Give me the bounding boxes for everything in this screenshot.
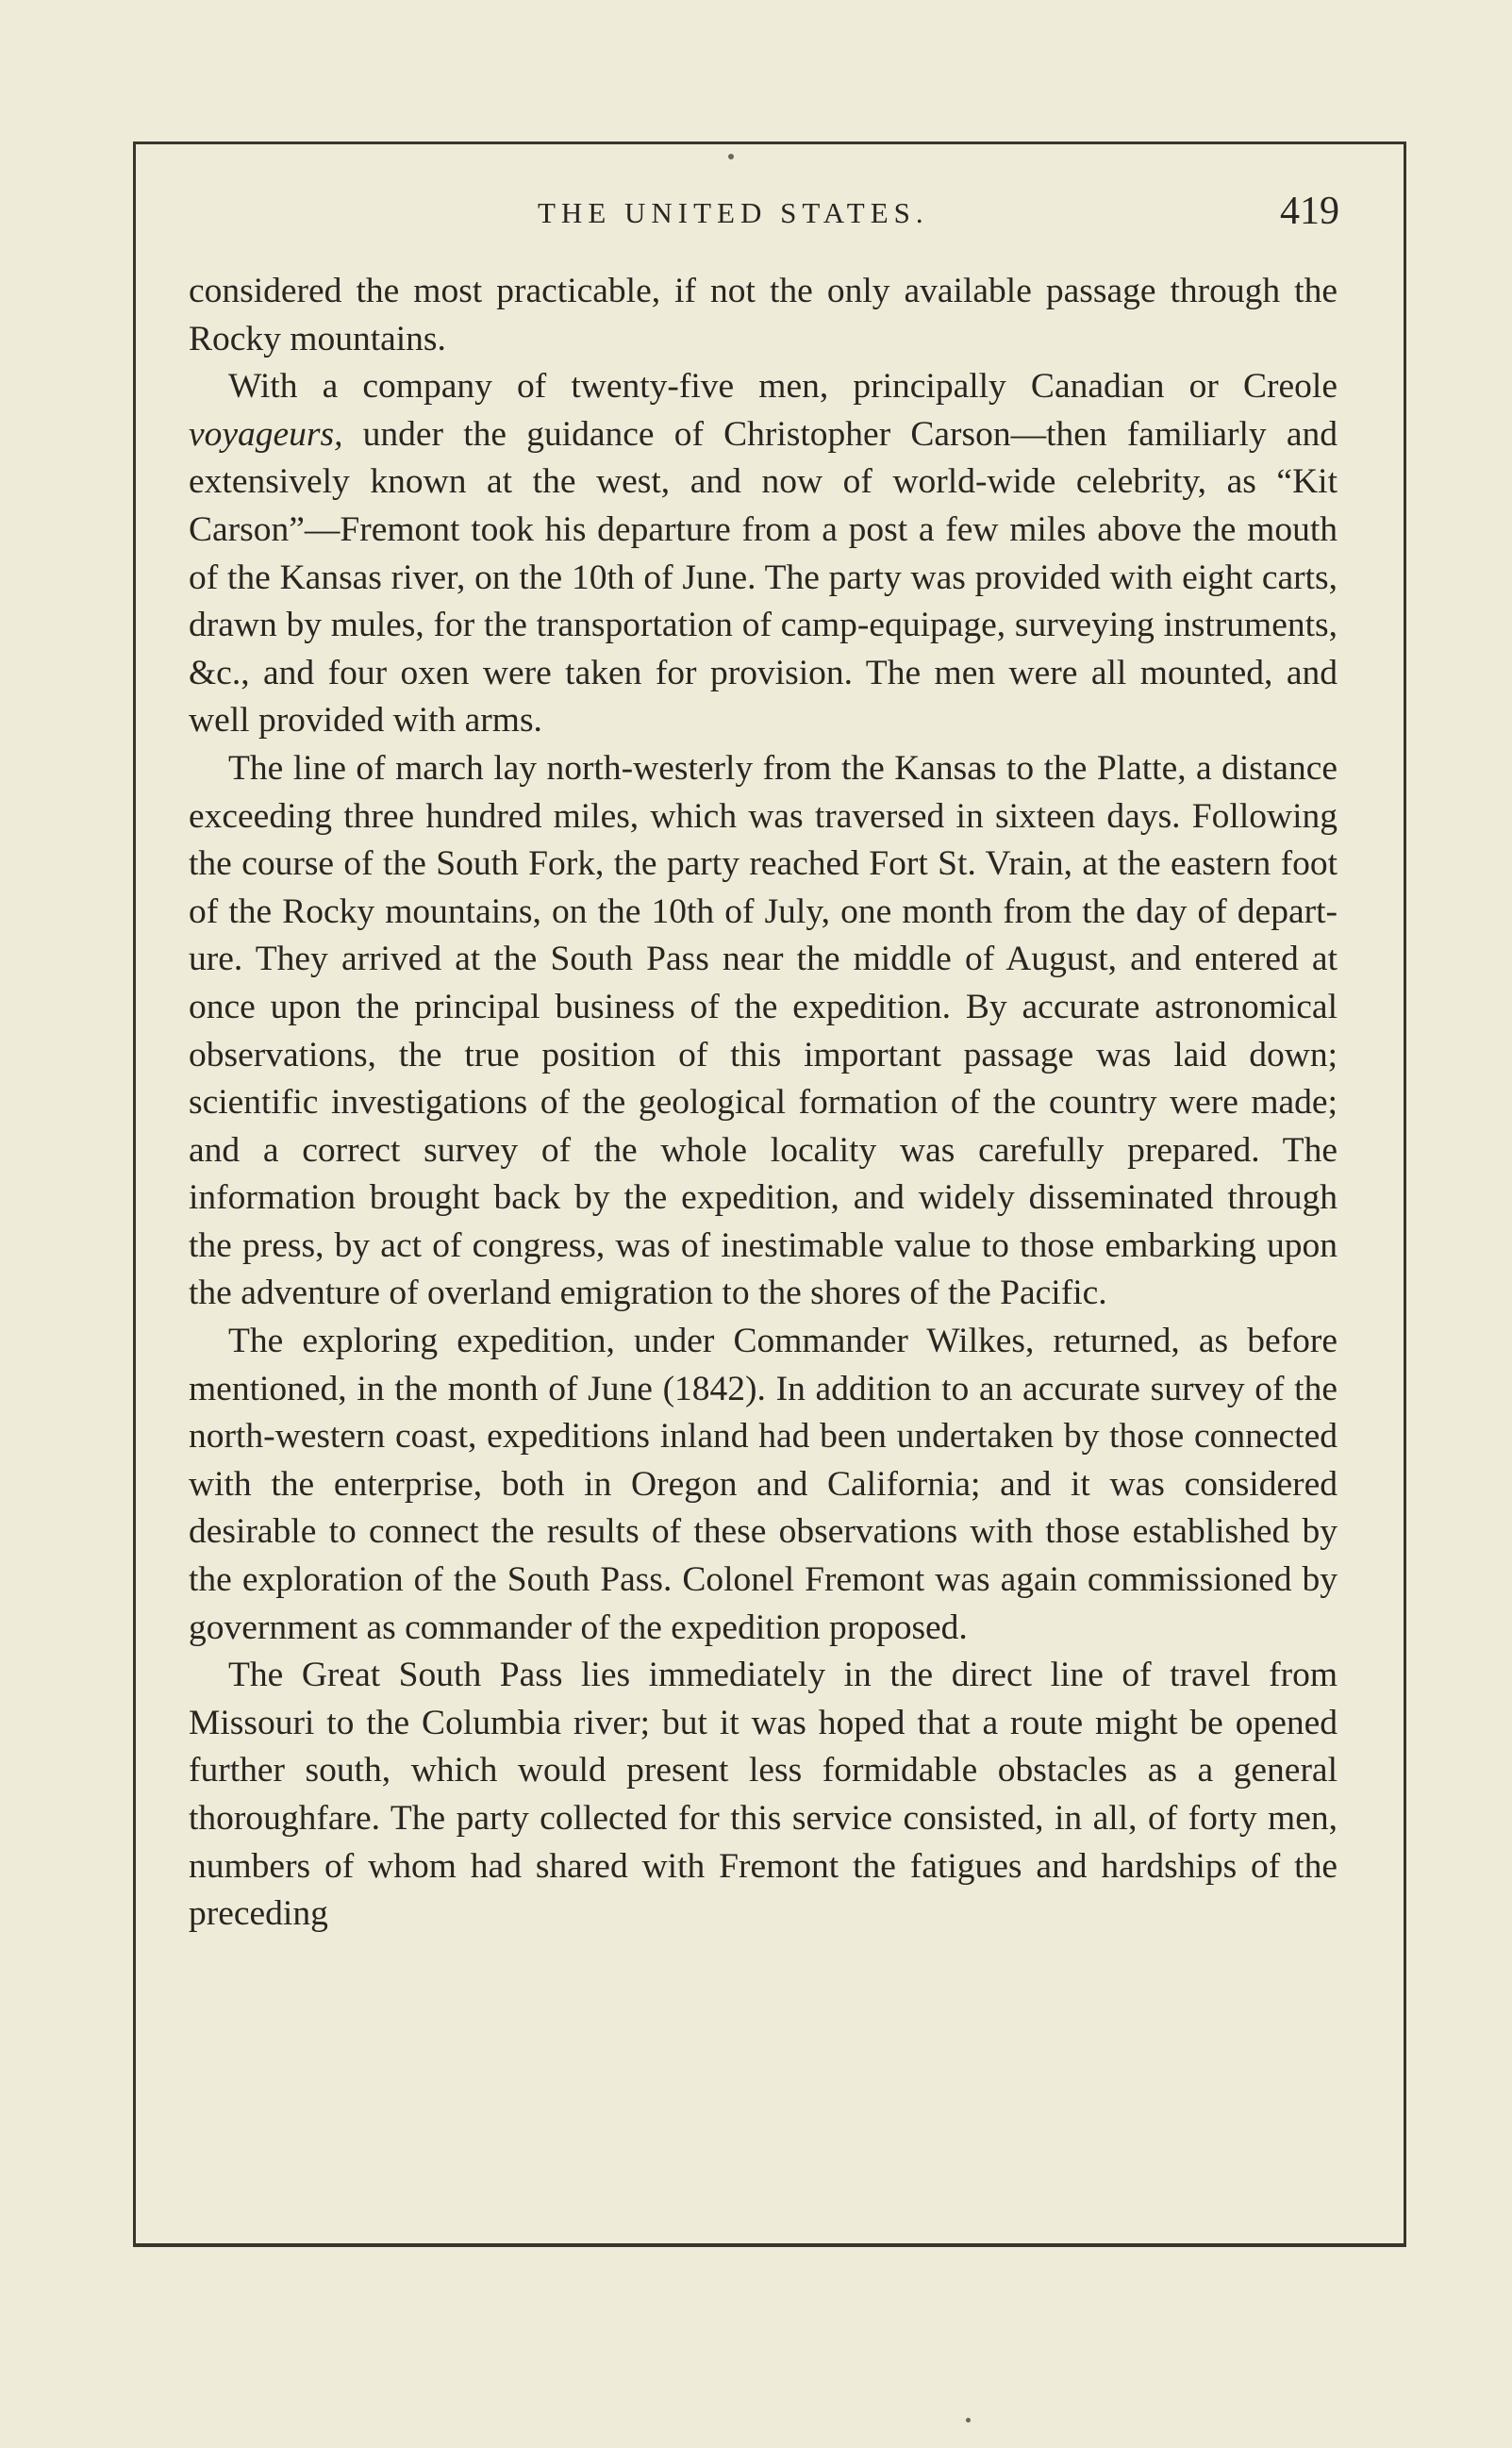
- paragraph-5: The Great South Pass lies immediately in the direct line of travel from Missouri to the Columbia river; but it was hoped that a route might be opened further south, which would present less formidable obstacles as a general thoroughfare. The party collected for this service consisted, in all, of forty men, numbers of whom had shared with Fremont the fatigues and hardships of the preceding: [189, 1656, 1338, 1934]
- paragraph-2-text-before: With a company of twenty-five men, principally Canadian or Creole: [228, 367, 1338, 407]
- paper-speck: [728, 154, 734, 159]
- paragraph-4: The exploring expedition, under Commander Wilkes, returned, as before mentioned, in the month of June (1842). In addition to an accurate survey of the north-western coast, expeditions inland had been undertaken by those connected with the enterprise, both in Oregon and California; and it was considered desirable to connect the results of these observations with those established by the exploration of the South Pass. Colonel Fremont was again commissioned by government as commander of the expedition proposed.: [189, 1322, 1338, 1647]
- running-head: [189, 189, 1339, 245]
- running-title: THE UNITED STATES.: [538, 196, 929, 229]
- page-number: 419: [1280, 190, 1339, 233]
- paragraph-2-text-after: under the guidance of Christopher Carson—then familiarly and extensively known at the west, and now of world-wide celebrity, as “Kit Carson”—Fremont took his departure from a post a few miles above the mouth of the Kansas river, on the 10th of June. The party was provided with eight carts, drawn by mules, for the transportation of camp-equipage, surveying instruments, &c., and four oxen were taken for provision. The men were all mounted, and well provided with arms.: [189, 414, 1338, 741]
- paragraph-2-italic: voyageurs,: [189, 414, 343, 454]
- paragraph-1: considered the most practicable, if not the only available passage through the Rocky mountains.: [189, 272, 1338, 358]
- paper-speck: [966, 2418, 971, 2423]
- body-text: [189, 268, 1338, 1939]
- paragraph-3: The line of march lay north-westerly from the Kansas to the Platte, a distance exceeding three hundred miles, which was traversed in sixteen days. Following the course of the South Fork, the party reached Fort St. Vrain, at the eastern foot of the Rocky mountains, on the 10th of July, one month from the day of departure. They arrived at the South Pass near the middle of August, and entered at once upon the principal business of the expedition. By accurate astronomical observations, the true position of this important passage was laid down; scientific investigations of the geological formation of the country were made; and a correct survey of the whole locality was carefully prepared. The information brought back by the expedition, and widely disseminated through the press, by act of congress, was of inestimable value to those embarking upon the adventure of overland emigration to the shores of the Pacific.: [189, 748, 1338, 1313]
- paragraph-2: [189, 363, 1338, 745]
